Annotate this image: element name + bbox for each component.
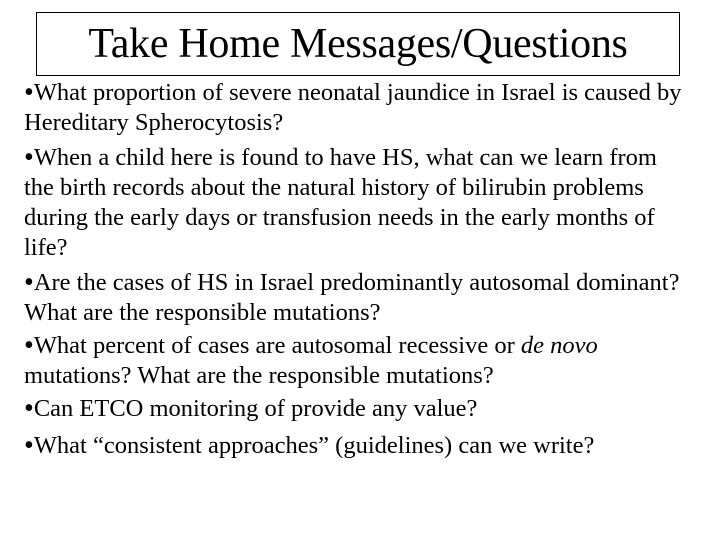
bullet-text-italic: de novo — [520, 332, 598, 359]
bullet-item — [24, 394, 692, 424]
bullet-icon: • — [24, 393, 34, 424]
bullet-item — [24, 143, 692, 263]
bullet-text: What proportion of severe neonatal jaundice in Israel is caused by Hereditary Spherocytosis? — [24, 79, 682, 136]
bullet-item — [24, 78, 692, 138]
bullet-text: Can ETCO monitoring of provide any value? — [33, 395, 478, 422]
bullet-icon: • — [24, 142, 34, 173]
bullet-text: Are the cases of HS in Israel predominantly autosomal dominant? What are the responsible mutations? — [24, 269, 680, 326]
bullet-item — [24, 268, 692, 328]
title-box — [36, 12, 680, 76]
bullet-icon: • — [24, 430, 34, 461]
bullet-item — [24, 331, 692, 391]
bullet-icon: • — [24, 330, 34, 361]
bullet-text-start: What percent of cases are autosomal recessive or — [33, 332, 521, 359]
bullet-item — [24, 431, 692, 461]
bullet-text: When a child here is found to have HS, what can we learn from the birth records about the natural history of bilirubin problems during the early days or transfusion needs in the early months of life? — [24, 144, 657, 261]
bullet-text: What “consistent approaches” (guidelines) can we write? — [33, 432, 595, 459]
bullet-icon: • — [24, 267, 34, 298]
bullet-text-end: mutations? What are the responsible mutations? — [24, 362, 494, 389]
bullet-list — [24, 78, 692, 469]
bullet-icon: • — [24, 77, 34, 108]
slide-title: Take Home Messages/Questions — [88, 21, 628, 67]
